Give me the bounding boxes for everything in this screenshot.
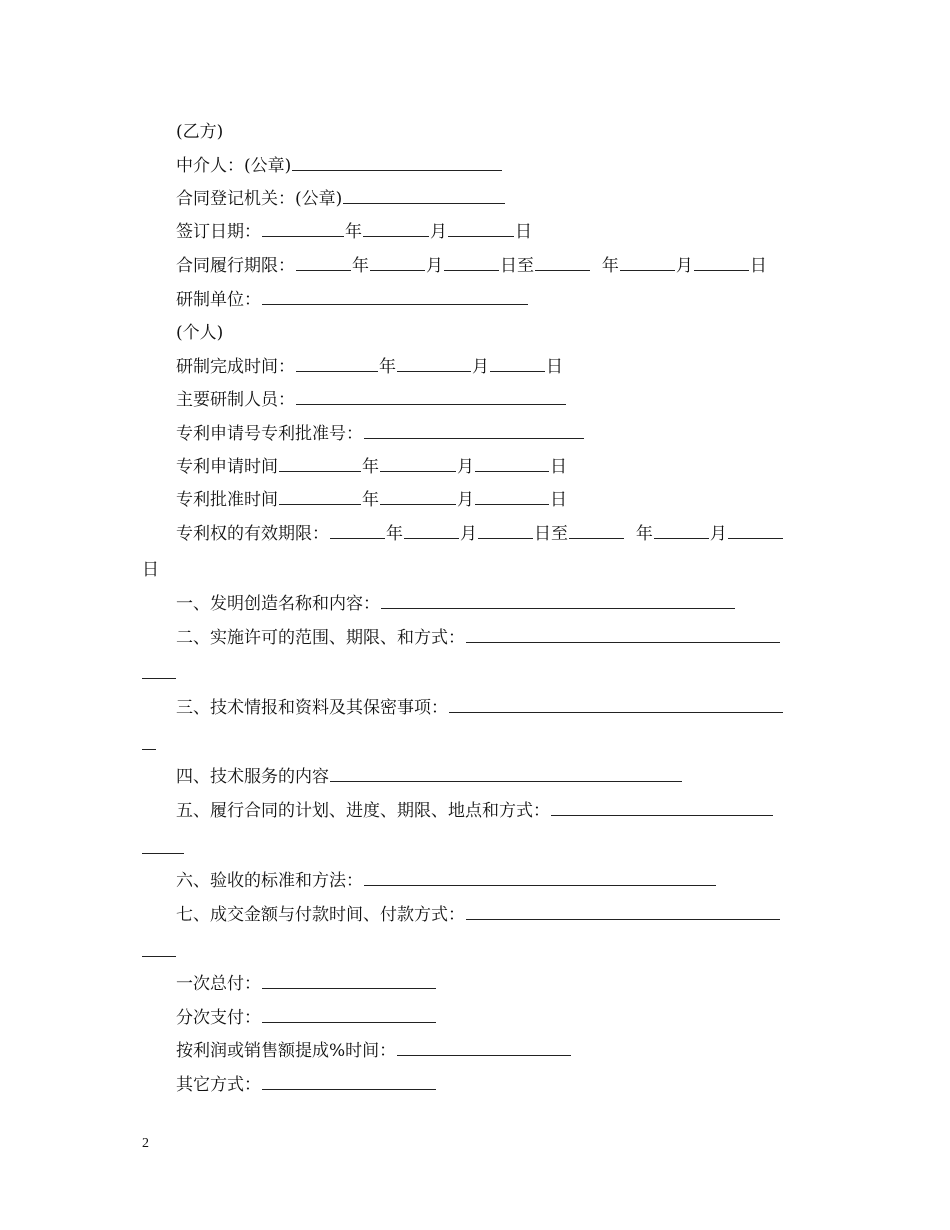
payment-percentage-line: 按利润或销售额提成%时间： — [176, 1038, 572, 1064]
patent-nos-blank[interactable] — [364, 421, 584, 439]
clause-7-blank[interactable] — [466, 902, 780, 920]
dev-unit-blank[interactable] — [262, 287, 528, 305]
clause-2-blank-tail[interactable] — [142, 677, 176, 679]
dev-done-month-blank[interactable] — [397, 354, 471, 372]
main-staff-line: 主要研制人员： — [176, 387, 567, 413]
clause-1-line: 一、发明创造名称和内容： — [176, 591, 736, 617]
payment-other-blank[interactable] — [262, 1072, 436, 1090]
payment-installment-blank[interactable] — [262, 1005, 436, 1023]
payment-other-line: 其它方式： — [176, 1072, 437, 1098]
sign-month-blank[interactable] — [363, 219, 429, 237]
clause-7-blank-tail[interactable] — [142, 955, 176, 957]
patent-grant-month-blank[interactable] — [380, 487, 456, 505]
term-start-day-blank[interactable] — [444, 253, 499, 271]
patent-grant-day-blank[interactable] — [475, 487, 549, 505]
patent-apply-day-blank[interactable] — [475, 454, 549, 472]
patent-grant-line: 专利批准时间 年 月 日 — [176, 487, 567, 513]
clause-5-blank[interactable] — [551, 798, 773, 816]
clause-4-blank[interactable] — [330, 764, 682, 782]
patent-grant-year-blank[interactable] — [279, 487, 361, 505]
clause-2-line: 二、实施许可的范围、期限、和方式： — [176, 625, 781, 651]
clause-3-blank-tail[interactable] — [142, 748, 156, 750]
sign-year-blank[interactable] — [262, 219, 344, 237]
valid-start-month-blank[interactable] — [404, 521, 459, 539]
patent-apply-month-blank[interactable] — [380, 454, 456, 472]
payment-percentage-blank[interactable] — [397, 1038, 571, 1056]
party-b-label: (乙方) — [176, 122, 224, 142]
term-start-month-blank[interactable] — [370, 253, 425, 271]
term-start-year-blank[interactable] — [296, 253, 351, 271]
clause-3-line: 三、技术情报和资料及其保密事项： — [176, 695, 784, 721]
individual-label: (个人) — [176, 323, 224, 343]
clause-5-blank-tail[interactable] — [142, 852, 184, 854]
dev-done-year-blank[interactable] — [296, 354, 378, 372]
payment-lump-blank[interactable] — [262, 971, 436, 989]
clause-3-blank[interactable] — [449, 695, 783, 713]
intermediary-blank[interactable] — [292, 153, 502, 171]
clause-4-line: 四、技术服务的内容 — [176, 764, 683, 790]
valid-start-year-blank[interactable] — [330, 521, 385, 539]
term-end-year-blank[interactable] — [535, 253, 590, 271]
main-staff-blank[interactable] — [296, 387, 566, 405]
dev-done-line: 研制完成时间： 年 月 日 — [176, 354, 563, 380]
payment-installment-line: 分次支付： — [176, 1005, 437, 1031]
patent-valid-wrap: 日 — [142, 560, 159, 580]
page-number: 2 — [142, 1136, 149, 1151]
patent-valid-line: 专利权的有效期限： 年 月 日至 年 月 — [176, 521, 784, 547]
patent-apply-year-blank[interactable] — [279, 454, 361, 472]
clause-6-blank[interactable] — [364, 868, 716, 886]
term-end-month-blank[interactable] — [620, 253, 675, 271]
valid-end-day-blank[interactable] — [728, 521, 783, 539]
valid-end-year-blank[interactable] — [569, 521, 624, 539]
clause-6-line: 六、验收的标准和方法： — [176, 868, 717, 894]
intermediary-line: 中介人：(公章) — [176, 153, 503, 179]
term-line: 合同履行期限： 年 月 日至 年 月 日 — [176, 253, 767, 279]
clause-1-blank[interactable] — [381, 591, 735, 609]
patent-apply-line: 专利申请时间 年 月 日 — [176, 454, 567, 480]
sign-date-line: 签订日期： 年 月 日 — [176, 219, 532, 245]
dev-unit-line: 研制单位： — [176, 287, 529, 313]
clause-2-blank[interactable] — [466, 625, 780, 643]
patent-nos-line: 专利申请号专利批准号： — [176, 421, 585, 447]
clause-5-line: 五、履行合同的计划、进度、期限、地点和方式： — [176, 798, 774, 824]
registrar-blank[interactable] — [343, 186, 505, 204]
dev-done-day-blank[interactable] — [490, 354, 545, 372]
term-end-day-blank[interactable] — [694, 253, 749, 271]
payment-lump-line: 一次总付： — [176, 971, 437, 997]
clause-7-line: 七、成交金额与付款时间、付款方式： — [176, 902, 781, 928]
sign-day-blank[interactable] — [448, 219, 514, 237]
registrar-line: 合同登记机关：(公章) — [176, 186, 506, 212]
valid-start-day-blank[interactable] — [478, 521, 533, 539]
valid-end-month-blank[interactable] — [654, 521, 709, 539]
